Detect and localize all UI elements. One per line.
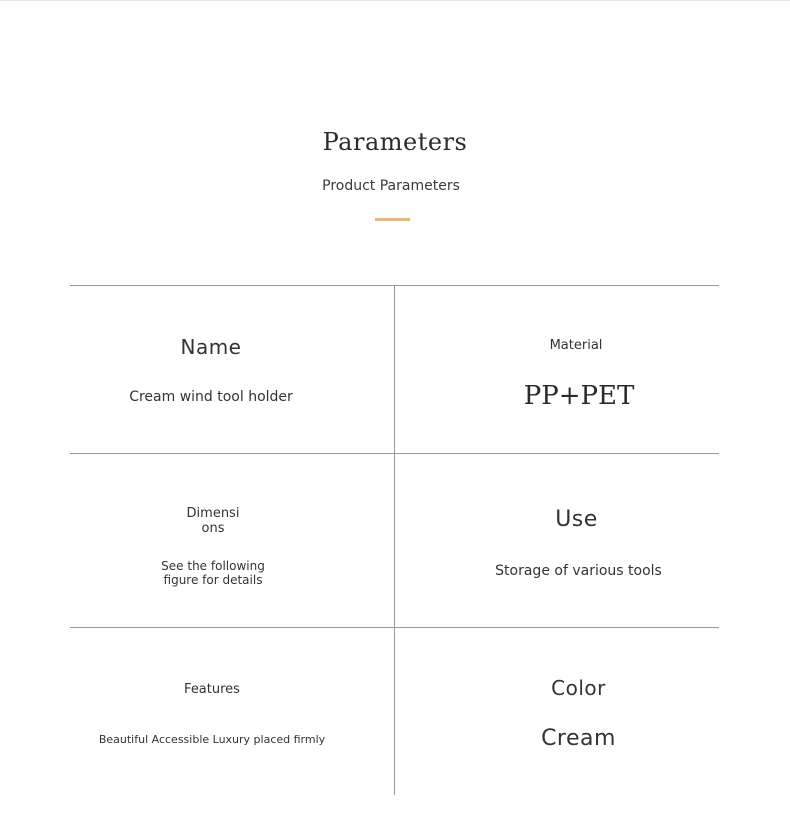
use-label: Use — [555, 507, 598, 532]
accent-underline — [375, 218, 410, 221]
color-value: Cream — [541, 726, 616, 751]
dimensions-value-line-2: figure for details — [163, 573, 263, 587]
dimensions-label-line-2: ons — [201, 521, 225, 536]
features-label: Features — [184, 682, 240, 697]
table-column-divider — [394, 286, 395, 795]
dimensions-value-line-1: See the following — [161, 559, 265, 573]
page-title: Parameters — [322, 128, 468, 156]
color-label: Color — [551, 676, 606, 700]
dimensions-value — [142, 559, 284, 587]
name-value: Cream wind tool holder — [129, 389, 293, 405]
page-subtitle: Product Parameters — [322, 178, 460, 194]
material-label: Material — [549, 338, 603, 353]
dimensions-label-line-1: Dimensi — [186, 506, 240, 521]
top-divider — [0, 0, 790, 1]
material-value: PP+PET — [523, 381, 635, 411]
name-label: Name — [180, 335, 242, 359]
features-value: Beautiful Accessible Luxury placed firmly — [98, 733, 326, 746]
dimensions-label — [172, 506, 254, 536]
use-value: Storage of various tools — [495, 563, 662, 579]
